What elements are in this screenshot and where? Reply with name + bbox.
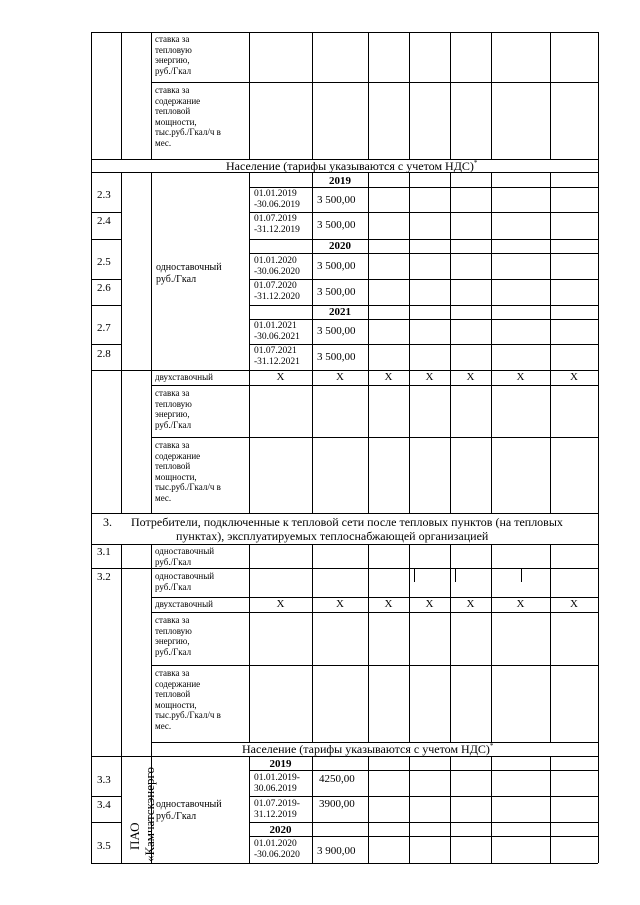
x-mark: Х: [516, 598, 525, 610]
section-title: пунктах), эксплуатируемых теплоснабжающей организацией: [176, 529, 489, 543]
tariff-value: 3 500,00: [317, 351, 356, 363]
tariff-value: 3 500,00: [317, 260, 356, 272]
single-rate-label: одноставочный руб./Гкал: [155, 571, 215, 592]
x-mark: Х: [425, 371, 434, 383]
x-mark: Х: [425, 598, 434, 610]
x-mark: Х: [516, 371, 525, 383]
row-number: 2.3: [97, 189, 111, 201]
x-mark: Х: [276, 598, 285, 610]
year-2019-heading: 2019: [329, 175, 351, 187]
single-rate-label: одноставочный руб./Гкал: [156, 262, 222, 285]
rate-capacity-label: ставка за содержание тепловой мощности, тыс.руб./Гкал/ч в мес.: [155, 668, 221, 731]
section-heading-population: Население (тарифы указываются с учетом НДС)*: [226, 159, 478, 173]
rate-capacity-label: ставка за содержание тепловой мощности, тыс.руб./Гкал/ч в мес.: [155, 440, 221, 503]
period-cell: 01.01.2020 -30.06.2020: [254, 256, 300, 277]
tariff-value: 4250,00: [319, 773, 355, 785]
year-2020-heading: 2020: [269, 824, 292, 836]
year-2020-heading: 2020: [329, 240, 351, 252]
rate-energy-label: ставка за тепловую энергию, руб./Гкал: [155, 615, 192, 657]
period-cell: 01.01.2019 -30.06.2019: [254, 189, 300, 210]
tariff-value: 3 500,00: [317, 286, 356, 298]
single-rate-label: одноставочный руб./Гкал: [156, 799, 222, 822]
x-mark: Х: [570, 371, 578, 383]
tariff-value: 3 500,00: [317, 194, 356, 206]
tariff-value: 3900,00: [319, 798, 355, 810]
rate-energy-label: ставка за тепловую энергию, руб./Гкал: [155, 34, 192, 76]
row-number: 2.8: [97, 348, 111, 360]
tariff-value: 3 500,00: [317, 219, 356, 231]
tariff-value: 3 900,00: [317, 845, 356, 857]
x-mark: Х: [336, 371, 344, 383]
section-heading-population: Население (тарифы указываются с учетом НДС)*: [242, 742, 494, 756]
row-number: 2.7: [97, 322, 111, 334]
single-rate-label: одноставочный руб./Гкал: [155, 546, 215, 567]
row-number: 2.5: [97, 256, 111, 268]
row-number: 3.2: [97, 571, 111, 583]
period-cell: 01.07.2021 -31.12.2021: [254, 346, 300, 367]
two-rate-label: двухставочный: [155, 372, 213, 382]
period-cell: 01.07.2019 -31.12.2019: [254, 214, 300, 235]
rate-capacity-label: ставка за содержание тепловой мощности, тыс.руб./Гкал/ч в мес.: [155, 85, 221, 148]
x-mark: Х: [336, 598, 344, 610]
section-title: Потребители, подключенные к тепловой сети после тепловых пунктов (на тепловых: [131, 515, 563, 529]
two-rate-label: двухставочный: [155, 599, 213, 609]
organization-name: «Камчатскэнерго: [142, 766, 157, 862]
rate-energy-label: ставка за тепловую энергию, руб./Гкал: [155, 388, 192, 430]
x-mark: Х: [466, 371, 475, 383]
row-number: 3.3: [97, 774, 111, 786]
x-mark: Х: [466, 598, 475, 610]
period-cell: 01.01.2021 -30.06.2021: [254, 321, 300, 342]
year-2021-heading: 2021: [329, 306, 351, 318]
x-mark: Х: [384, 598, 393, 610]
year-2019-heading: 2019: [269, 758, 292, 770]
x-mark: Х: [570, 598, 578, 610]
period-cell: 01.07.2019- 31.12.2019: [254, 799, 300, 820]
row-number: 3.1: [97, 546, 111, 558]
row-number: 3.4: [97, 799, 111, 811]
period-cell: 01.01.2020 -30.06.2020: [254, 839, 300, 860]
row-number: 2.4: [97, 215, 111, 227]
tariff-value: 3 500,00: [317, 325, 356, 337]
x-mark: Х: [276, 371, 285, 383]
x-mark: Х: [384, 371, 393, 383]
period-cell: 01.07.2020 -31.12.2020: [254, 281, 300, 302]
organization-name: ПАО: [127, 822, 142, 850]
section-number: 3.: [103, 515, 112, 529]
row-number: 2.6: [97, 282, 111, 294]
period-cell: 01.01.2019- 30.06.2019: [254, 773, 300, 794]
row-number: 3.5: [97, 840, 111, 852]
